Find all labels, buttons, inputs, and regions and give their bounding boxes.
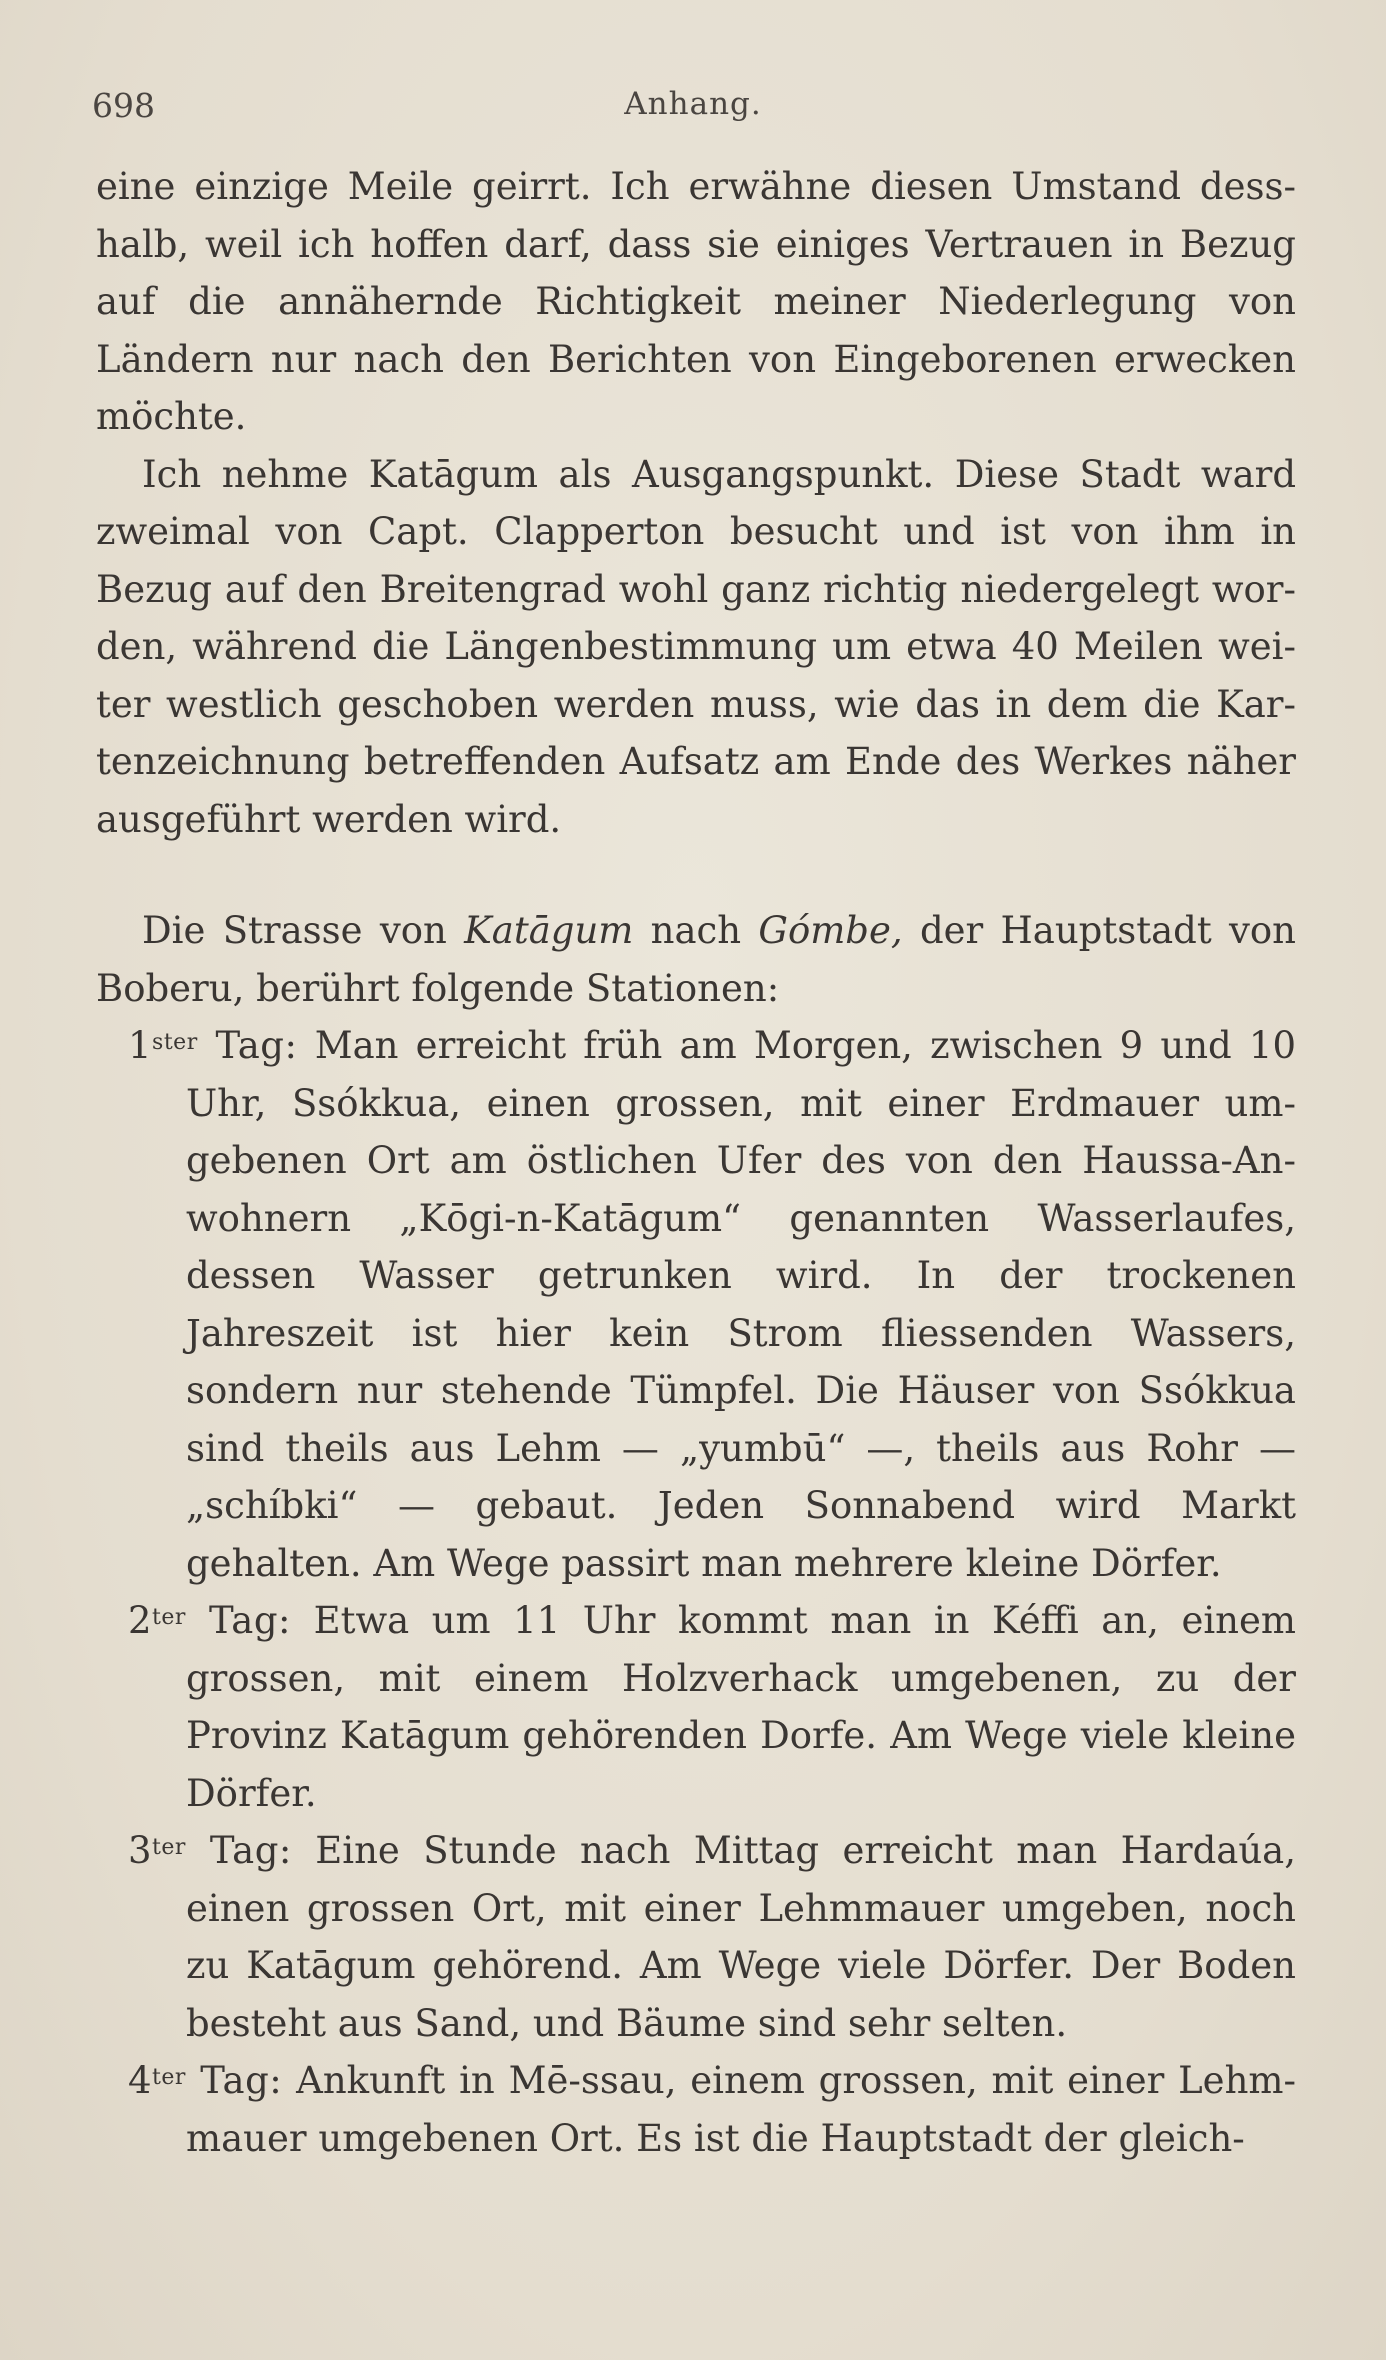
- paragraph-route-intro: [96, 902, 1296, 1017]
- day-entry-2: [96, 1592, 1296, 1822]
- day-entry-1: [96, 1017, 1296, 1592]
- paragraph-katagum: Ich nehme Katāgum als Ausgangspunkt. Diese Stadt ward zweimal von Capt. Clapperton besucht und ist von ihm in Bezug auf den Breitengrad wohl ganz richtig niedergelegt worden, während die Längenbestimmung um etwa 40 Meilen weiter westlich geschoben werden muss, wie das in dem die Kartenzeichnung betreffenden Aufsatz am Ende des Werkes näher ausgeführt werden wird.: [96, 452, 1296, 841]
- paragraph-continuation: eine einzige Meile geirrt. Ich erwähne diesen Umstand desshalb, weil ich hoffen darf, dass sie einiges Vertrauen in Bezug auf die annähernde Richtigkeit meiner Niederlegung von Ländern nur nach den Berichten von Eingeborenen erwecken möchte.: [96, 165, 1296, 438]
- route-intro-middle: nach: [633, 909, 759, 952]
- day-text: Etwa um 11 Uhr kommt man in Kéffi an, einem grossen, mit einem Holzverhack umgebenen, zu der Provinz Katāgum gehörenden Dorfe. Am Wege viele kleine Dörfer.: [186, 1599, 1296, 1815]
- day-text: Eine Stunde nach Mittag erreicht man Hardaúa, einen grossen Ort, mit einer Lehmmauer umgeben, noch zu Katāgum gehörend. Am Wege viele Dörfer. Der Boden besteht aus Sand, und Bäume sind sehr selten.: [186, 1829, 1296, 2045]
- running-head: Anhang.: [624, 86, 762, 122]
- route-intro-after: der Hauptstadt von Boberu, berührt folgende Stationen:: [96, 909, 1296, 1010]
- page-body: [96, 158, 1296, 2167]
- place-name-gombe: Gómbe,: [758, 909, 903, 952]
- page-number: 698: [92, 86, 155, 125]
- page-header: [90, 86, 1296, 126]
- day-label: $1^{ster}$ Tag:: [128, 1024, 298, 1067]
- day-label: $2^{ter}$ Tag:: [128, 1599, 292, 1642]
- day-text: Ankunft in Mē-ssau, einem grossen, mit einer Lehmmauer umgebenen Ort. Es ist die Hauptstadt der gleich-: [186, 2059, 1296, 2160]
- section-gap: [96, 848, 1296, 902]
- day-entry-4: [96, 2052, 1296, 2167]
- place-name-katagum: Katāgum: [464, 909, 634, 952]
- day-label: $3^{ter}$ Tag:: [128, 1829, 292, 1872]
- day-entry-3: [96, 1822, 1296, 2052]
- day-label: $4^{ter}$ Tag:: [128, 2059, 283, 2102]
- day-text: Man erreicht früh am Morgen, zwischen 9 und 10 Uhr, Ssókkua, einen grossen, mit einer Erdmauer umgebenen Ort am östlichen Ufer des von den Haussa-Anwohnern „Kōgi-n-Katāgum“ genannten Wasserlaufes, dessen Wasser getrunken wird. In der trockenen Jahreszeit ist hier kein Strom fliessenden Wassers, sondern nur stehende Tümpfel. Die Häuser von Ssókkua sind theils aus Lehm — „yumbū“ —, theils aus Rohr — „schíbki“ — gebaut. Jeden Sonnabend wird Markt gehalten. Am Wege passirt man mehrere kleine Dörfer.: [186, 1024, 1297, 1585]
- route-intro-before: Die Strasse von: [142, 909, 465, 952]
